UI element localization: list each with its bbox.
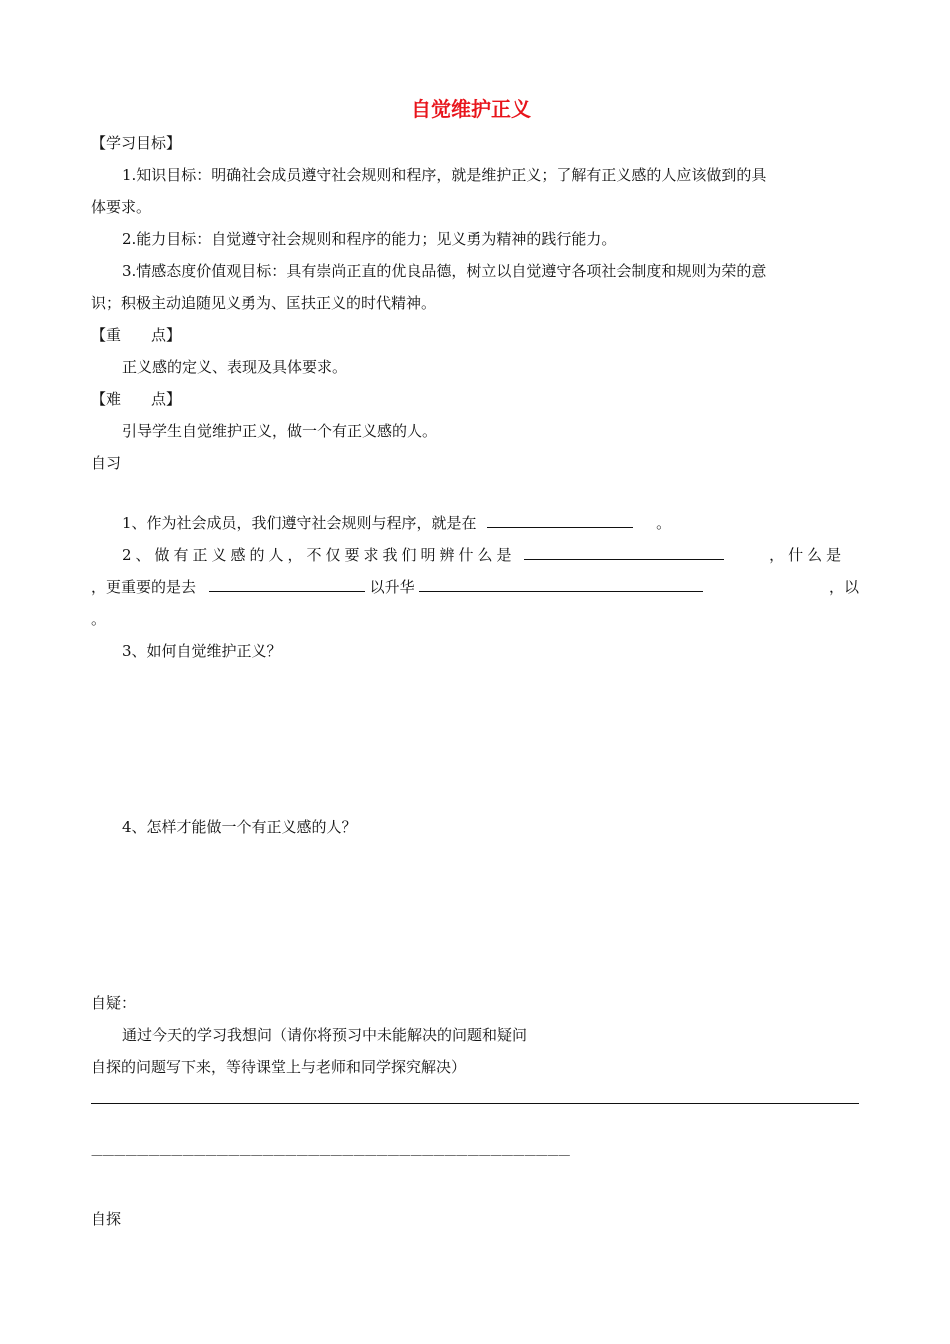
question-2-line-2-b: 以升华 (369, 578, 415, 596)
objective-1-line-2: 体要求。 (91, 198, 152, 216)
self-doubt-line-1: 通过今天的学习我想问（请你将预习中未能解决的问题和疑问 (122, 1026, 528, 1044)
question-2-line-2-a: ，更重要的是去 (91, 578, 197, 596)
question-2-mid: ，什么是 (769, 546, 846, 564)
question-2-line-3: 。 (91, 610, 107, 628)
difficult-point-heading: 【难 点】 (91, 390, 182, 408)
question-4: 4、怎样才能做一个有正义感的人？ (122, 818, 357, 836)
answer-dashes: —————————————————————————————————————————— (91, 1148, 570, 1162)
question-1-text: 1、作为社会成员，我们遵守社会规则与程序，就是在 (122, 514, 477, 532)
difficult-point-text: 引导学生自觉维护正义，做一个有正义感的人。 (122, 422, 438, 440)
question-2-blank-1[interactable] (524, 545, 724, 560)
objective-3-line-2: 识；积极主动追随见义勇为、匡扶正义的时代精神。 (91, 294, 437, 312)
self-doubt-heading: 自疑： (91, 994, 137, 1012)
question-2-line-2 (91, 577, 859, 597)
self-study-heading: 自习 (91, 454, 122, 472)
question-1 (122, 513, 671, 533)
question-2-blank-3[interactable] (419, 577, 703, 592)
key-point-text: 正义感的定义、表现及具体要求。 (122, 358, 348, 376)
objective-3-line-1: 3.情感态度价值观目标：具有崇尚正直的优良品德，树立以自觉遵守各项社会制度和规则为荣的意 (122, 262, 767, 280)
objective-2: 2.能力目标：自觉遵守社会规则和程序的能力；见义勇为精神的践行能力。 (122, 230, 617, 248)
question-1-end: 。 (656, 514, 672, 532)
answer-line[interactable] (91, 1103, 859, 1104)
self-explore-heading: 自探 (91, 1210, 122, 1228)
question-2-line-1 (122, 545, 845, 565)
objective-1-line-1: 1.知识目标：明确社会成员遵守社会规则和程序，就是维护正义；了解有正义感的人应该做到的具 (122, 166, 767, 184)
self-doubt-line-2: 自探的问题写下来，等待课堂上与老师和同学探究解决） (91, 1058, 467, 1076)
question-1-blank[interactable] (487, 513, 633, 528)
page-title: 自觉维护正义 (411, 97, 531, 121)
question-2-blank-2[interactable] (209, 577, 365, 592)
question-2-text: 2、做有正义感的人，不仅要求我们明辨什么是 (122, 546, 516, 564)
question-3: 3、如何自觉维护正义？ (122, 642, 282, 660)
objectives-heading: 【学习目标】 (91, 134, 182, 152)
question-2-line-2-c: ，以 (828, 578, 859, 596)
key-point-heading: 【重 点】 (91, 326, 182, 344)
